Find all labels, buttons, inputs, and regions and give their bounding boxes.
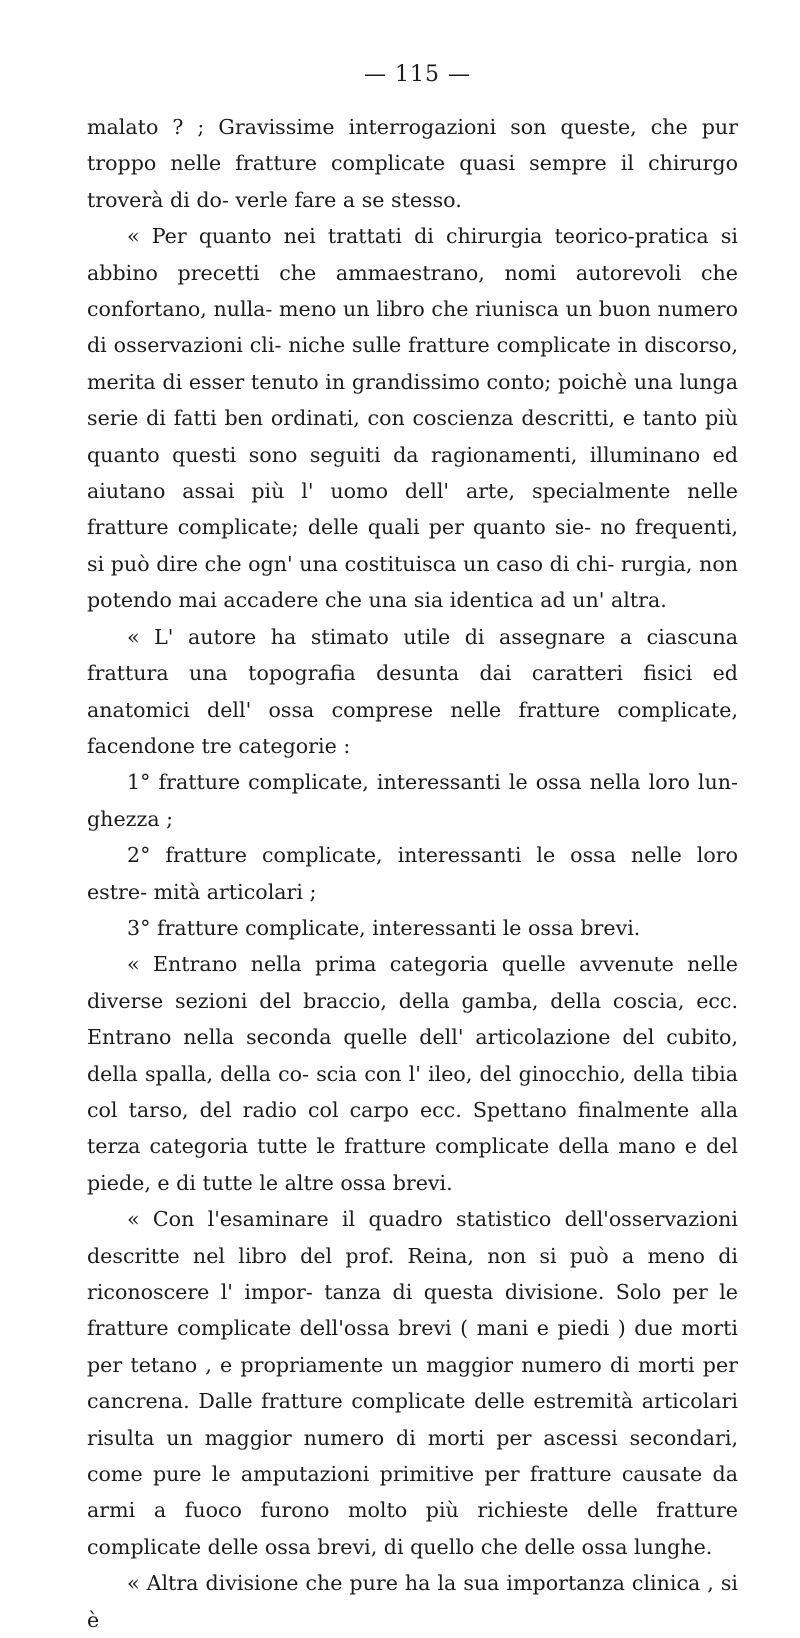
paragraph-continuation: malato ? ; Gravissime interrogazioni son queste, che pur troppo nelle fratture complicate quasi sempre il chirurgo troverà di do- verle fare a se stesso. bbox=[87, 115, 738, 212]
paragraph-treatises: « Per quanto nei trattati di chirurgia teorico-pratica si abbino precetti che ammaestrano, nomi autorevoli che confortano, nulla- meno un libro che riunisca un buon numero di osservazioni cli- niche sulle fratture complicate in discorso, merita di esser tenuto in grandissimo conto; poichè una lunga serie di fatti ben ordinati, con coscienza descritti, e tanto più quanto questi sono seguiti da ragionamenti, illuminano ed aiutano assai più l' uomo dell' arte, specialmente nelle fratture complicate; delle quali per quanto sie- no frequenti, si può dire che ogn' una costituisca un caso di chi- rurgia, non potendo mai accadere che una sia identica ad un' altra. bbox=[87, 224, 738, 613]
paragraph-categories: « Entrano nella prima categoria quelle avvenute nelle diverse sezioni del braccio, della gamba, della coscia, ecc. Entrano nella seconda quelle dell' articolazione del cubito, della spalla, della co- scia con l' ileo, del ginocchio, della tibia col tarso, del radio col carpo ecc. Spettano finalmente alla terza categoria tutte le fratture complicate della mano e del piede, e di tutte le altre ossa brevi. bbox=[87, 952, 738, 1195]
page-body-text bbox=[87, 109, 738, 1638]
paragraph-topography: « L' autore ha stimato utile di assegnare a ciascuna frattura una topografia desunta dai caratteri fisici ed anatomici dell' ossa comprese nelle fratture complicate, facendone tre categorie : bbox=[87, 624, 738, 758]
list-item-category-3: 3° fratture complicate, interessanti le ossa brevi. bbox=[127, 915, 641, 940]
list-item-category-2: 2° fratture complicate, interessanti le ossa nelle loro estre- mità articolari ; bbox=[87, 843, 738, 904]
page-number: — 115 — bbox=[364, 62, 471, 87]
paragraph-other-division: « Altra divisione che pure ha la sua importanza clinica , si è bbox=[87, 1571, 738, 1632]
paragraph-statistics: « Con l'esaminare il quadro statistico dell'osservazioni descritte nel libro del prof. Reina, non si può a meno di riconoscere l' impor- tanza di questa divisione. Solo per le fratture complicate dell'ossa brevi ( mani e piedi ) due morti per tetano , e propriamente un maggior numero di morti per cancrena. Dalle fratture complicate delle estremità articolari risulta un maggior numero di morti per ascessi secondari, come pure le amputazioni primitive per fratture causate da armi a fuoco furono molto più richieste delle fratture complicate delle ossa brevi, di quello che delle ossa lunghe. bbox=[87, 1207, 738, 1559]
list-item-category-1: 1° fratture complicate, interessanti le ossa nella loro lun- ghezza ; bbox=[87, 770, 738, 831]
